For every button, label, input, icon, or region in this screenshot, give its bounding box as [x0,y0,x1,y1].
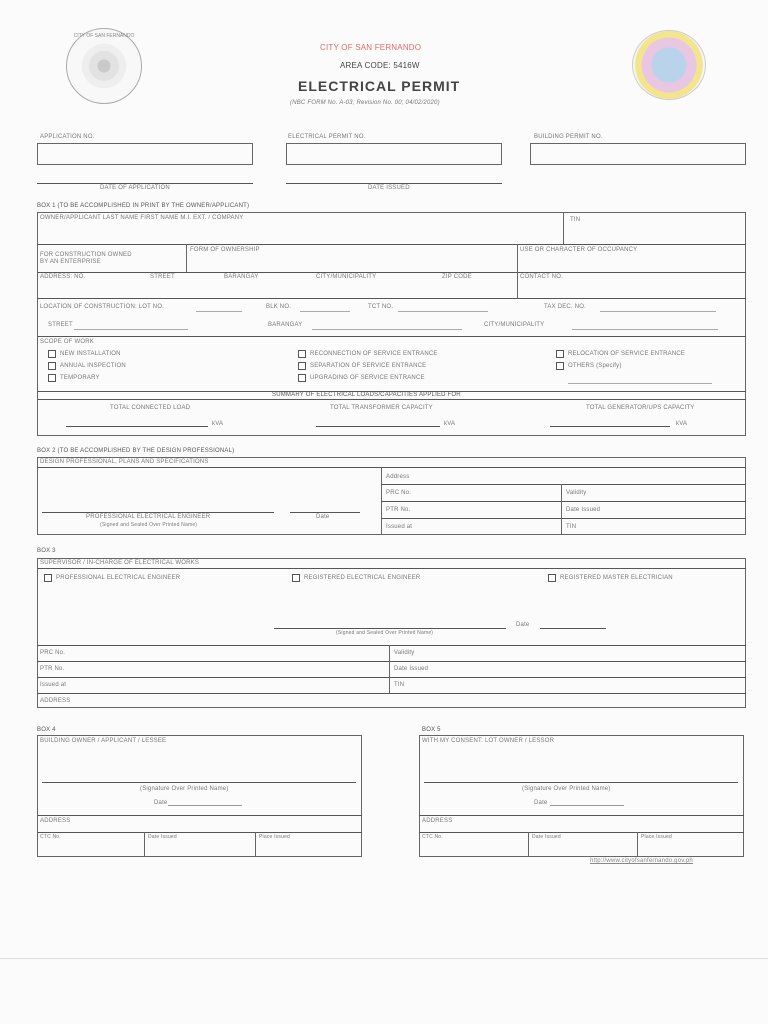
scope-item-label: NEW INSTALLATION [60,351,121,357]
box5-frame [419,735,744,857]
box5-date-line[interactable] [550,805,624,806]
box2-date-issued-label: Date Issued [566,507,601,513]
box3-date-line[interactable] [540,628,606,629]
total-transformer-field[interactable] [316,426,440,427]
box3-date-label: Date [516,622,530,628]
seal-left-text: CITY OF SAN FERNANDO [73,33,135,39]
box1-heading: BOX 1 (TO BE ACCOMPLISHED IN PRINT BY THE OWNER/APPLICANT) [37,203,250,209]
scope-item-label: UPGRADING OF SERVICE ENTRANCE [310,375,425,381]
address-street-label: STREET [150,274,175,280]
box5-heading: BOX 5 [422,727,441,733]
scope-annual-inspection-checkbox[interactable] [48,362,56,370]
area-code: AREA CODE: 5416W [340,61,420,70]
scope-item-label: TEMPORARY [60,375,100,381]
box4-date-issued-label: Date Issued [148,834,177,840]
scope-others-specify-line[interactable] [568,383,712,384]
box2-signature-note: (Signed and Sealed Over Printed Name) [100,522,198,528]
building-permit-no-field[interactable] [530,143,746,165]
footer-url-link[interactable]: http://www.cityofsanfernando.gov.ph [590,858,693,864]
box3-date-issued-label: Date Issued [394,666,429,672]
box5-date-label: Date [534,800,548,806]
scope-separation-checkbox[interactable] [298,362,306,370]
total-transformer-unit: kVA [444,421,456,427]
box5-address-label: ADDRESS [422,818,453,824]
box3-ree-checkbox[interactable] [292,574,300,582]
scope-item-label: OTHERS (Specify) [568,363,622,369]
box3-address-label: ADDRESS [40,698,71,704]
box5-place-issued-label: Place Issued [641,834,673,840]
owner-applicant-label: OWNER/APPLICANT LAST NAME FIRST NAME M.I. EXT. / COMPANY [40,215,244,221]
address-barangay-label: BARANGAY [224,274,259,280]
location-city-label: CITY/MUNICIPALITY [484,322,545,328]
application-no-label: APPLICATION NO. [40,134,95,140]
address-zip-label: ZIP CODE [442,274,472,280]
scope-reconnection-checkbox[interactable] [298,350,306,358]
application-no-field[interactable] [37,143,253,165]
summary-loads-heading: SUMMARY OF ELECTRICAL LOADS/CAPACITIES APPLIED FOR [272,392,461,398]
scope-others-checkbox[interactable] [556,362,564,370]
location-taxdec-label: TAX DEC. NO. [544,304,586,310]
scope-item-label: ANNUAL INSPECTION [60,363,126,369]
box3-ptr-label: PTR No. [40,666,65,672]
box3-issued-at-label: Issued at [40,682,67,688]
box4-date-label: Date [154,800,168,806]
box2-heading: BOX 2 (TO BE ACCOMPLISHED BY THE DESIGN PROFESSIONAL) [37,448,235,454]
address-city-label: CITY/MUNICIPALITY [316,274,377,280]
box4-signature-note: (Signature Over Printed Name) [140,786,229,792]
electrical-permit-no-field[interactable] [286,143,502,165]
scope-relocation-checkbox[interactable] [556,350,564,358]
page-bottom-edge [0,958,768,959]
scope-temporary-checkbox[interactable] [48,374,56,382]
box3-option-label: REGISTERED MASTER ELECTRICIAN [560,575,673,581]
tin-label: TIN [570,217,581,223]
box2-issued-at-label: Issued at [386,524,413,530]
location-barangay-label: BARANGAY [268,322,303,328]
box2-address-label: Address [386,474,410,480]
box5-signature-line[interactable] [424,782,738,783]
location-blk-label: BLK NO. [266,304,292,310]
box4-subheading: BUILDING OWNER / APPLICANT / LESSEE [40,738,167,744]
building-permit-no-label: BUILDING PERMIT NO. [534,134,603,140]
seal-center-icon [89,51,119,81]
address-no-label: ADDRESS: NO. [40,274,86,280]
box5-date-issued-label: Date Issued [532,834,561,840]
date-issued-label: DATE ISSUED [368,185,410,191]
use-character-label: USE OR CHARACTER OF OCCUPANCY [520,247,638,253]
box3-option-label: REGISTERED ELECTRICAL ENGINEER [304,575,421,581]
box5-signature-note: (Signature Over Printed Name) [522,786,611,792]
box4-date-line[interactable] [168,805,242,806]
form-of-ownership-label: FORM OF OWNERSHIP [190,247,260,253]
box1-frame [37,212,746,436]
box4-ctc-label: CTC No. [40,834,61,840]
total-generator-field[interactable] [550,426,670,427]
scope-new-installation-checkbox[interactable] [48,350,56,358]
box3-validity-label: Validity [394,650,415,656]
box3-signature-line[interactable] [274,628,506,629]
enterprise-label: FOR CONSTRUCTION OWNED BY AN ENTERPRISE [40,252,132,265]
total-connected-load-field[interactable] [66,426,208,427]
date-of-application-label: DATE OF APPLICATION [100,185,170,191]
scope-upgrading-checkbox[interactable] [298,374,306,382]
box3-signature-note: (Signed and Sealed Over Printed Name) [336,630,434,636]
box4-signature-line[interactable] [42,782,356,783]
total-load-unit: kVA [212,421,224,427]
box2-prc-label: PRC No. [386,490,412,496]
electrical-permit-no-label: ELECTRICAL PERMIT NO. [288,134,366,140]
date-application-line[interactable] [37,183,253,184]
box3-tin-label: TIN [394,682,405,688]
box2-signature-line[interactable] [42,512,274,513]
scope-of-work-label: SCOPE OF WORK [40,339,94,345]
box5-ctc-label: CTC No. [422,834,443,840]
city-seal-left [66,28,142,104]
box2-validity-label: Validity [566,490,587,496]
box4-place-issued-label: Place Issued [259,834,291,840]
box4-frame [37,735,362,857]
box2-tin-label: TIN [566,524,577,530]
scope-item-label: RECONNECTION OF SERVICE ENTRANCE [310,351,438,357]
scope-item-label: SEPARATION OF SERVICE ENTRANCE [310,363,427,369]
total-generator-label: TOTAL GENERATOR/UPS CAPACITY [586,405,695,411]
location-tct-label: TCT NO. [368,304,394,310]
box4-address-label: ADDRESS [40,818,71,824]
box2-subheading: DESIGN PROFESSIONAL, PLANS AND SPECIFICATIONS [40,459,209,465]
box3-rme-checkbox[interactable] [548,574,556,582]
box4-heading: BOX 4 [37,727,56,733]
city-name: CITY OF SAN FERNANDO [320,43,422,52]
location-lot-label: LOCATION OF CONSTRUCTION: LOT NO. [40,304,165,310]
total-transformer-label: TOTAL TRANSFORMER CAPACITY [330,405,433,411]
contact-no-label: CONTACT NO. [520,274,563,280]
form-number: (NBC FORM No. A-03; Revision No. 00; 04/02/2020) [290,100,440,106]
date-issued-line[interactable] [286,183,502,184]
form-title: ELECTRICAL PERMIT [298,78,461,94]
box2-date-label: Date [316,514,330,520]
box3-subheading: SUPERVISOR / IN-CHARGE OF ELECTRICAL WORKS [40,560,200,566]
total-connected-load-label: TOTAL CONNECTED LOAD [110,405,191,411]
box2-date-line[interactable] [290,512,360,513]
box3-pee-checkbox[interactable] [44,574,52,582]
total-generator-unit: kVA [676,421,688,427]
location-street-label: STREET [48,322,73,328]
box5-subheading: WITH MY CONSENT: LOT OWNER / LESSOR [422,738,555,744]
box3-option-label: PROFESSIONAL ELECTRICAL ENGINEER [56,575,181,581]
box2-ptr-label: PTR No. [386,507,411,513]
box3-heading: BOX 3 [37,548,56,554]
city-seal-right [632,30,706,100]
box2-pee-label: PROFESSIONAL ELECTRICAL ENGINEER [86,514,211,520]
scope-item-label: RELOCATION OF SERVICE ENTRANCE [568,351,686,357]
box3-prc-label: PRC No. [40,650,66,656]
